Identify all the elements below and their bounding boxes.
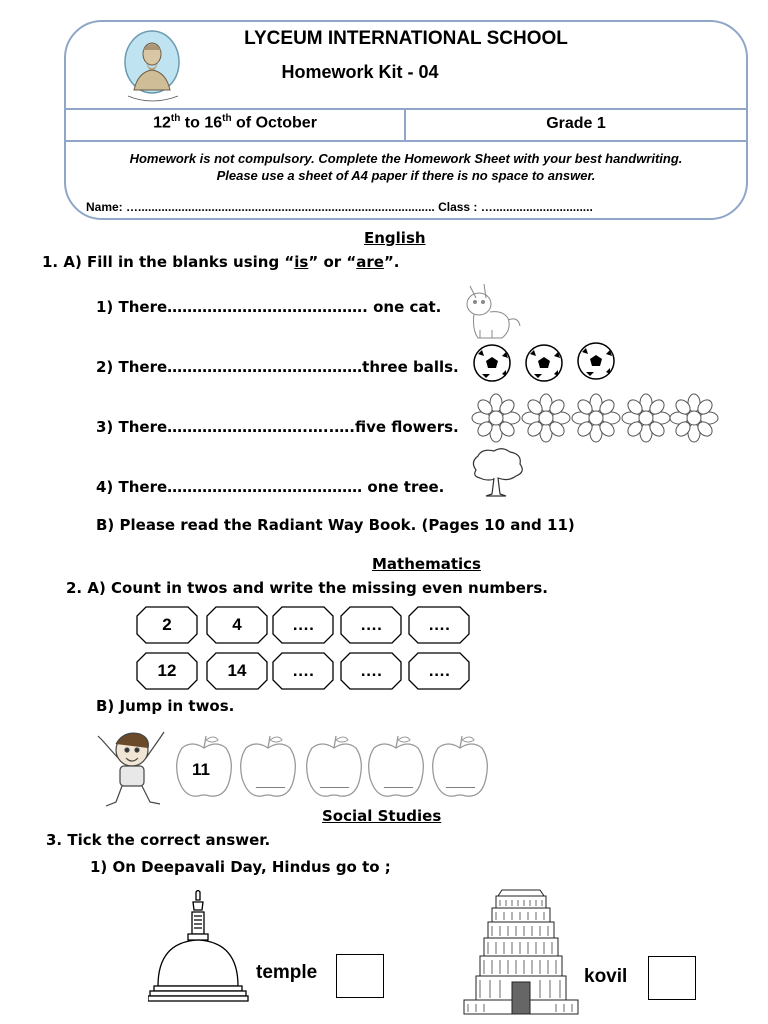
name-class-field[interactable]: Name: …......................................................................................... Class : …..............................	[86, 200, 593, 214]
apple-blank[interactable]: ____	[384, 774, 413, 789]
apple-blank[interactable]: ____	[320, 774, 349, 789]
blank-number-box[interactable]: ….	[408, 652, 470, 690]
blank-number-box[interactable]: ….	[340, 652, 402, 690]
math-part-b: B) Jump in twos.	[96, 697, 235, 715]
number-box: 4	[206, 606, 268, 644]
tree-icon	[468, 448, 526, 498]
stupa-icon	[148, 890, 250, 1002]
kovil-tick-box[interactable]	[648, 956, 696, 1000]
option-kovil-label: kovil	[584, 966, 628, 987]
apple-icon	[430, 734, 490, 802]
kovil-icon	[460, 888, 582, 1016]
number-box: 14	[206, 652, 268, 690]
fill-blank-item[interactable]: 2) There…………………………………three balls.	[96, 358, 459, 376]
apple-icon	[304, 734, 364, 802]
blank-number-box[interactable]: ….	[272, 606, 334, 644]
school-name: LYCEUM INTERNATIONAL SCHOOL	[244, 28, 568, 49]
question-1a: 1. A) Fill in the blanks using “is” or “are”.	[42, 253, 400, 271]
social-studies-heading: Social Studies	[322, 807, 442, 825]
header-divider	[64, 108, 748, 110]
english-part-b: B) Please read the Radiant Way Book. (Pages 10 and 11)	[96, 516, 575, 534]
mathematics-heading: Mathematics	[372, 555, 481, 573]
cat-icon	[462, 280, 524, 344]
question-3: 3. Tick the correct answer.	[46, 831, 271, 849]
blank-number-box[interactable]: ….	[272, 652, 334, 690]
header-divider	[64, 140, 748, 142]
question-2a: 2. A) Count in twos and write the missing even numbers.	[66, 579, 548, 597]
jumping-boy-icon	[94, 722, 170, 812]
number-box: 12	[136, 652, 198, 690]
homework-kit-title: Homework Kit - 04	[281, 62, 439, 82]
fill-blank-item[interactable]: 4) There………………………………… one tree.	[96, 478, 445, 496]
apple-number: 11	[192, 760, 210, 779]
apple-icon	[366, 734, 426, 802]
flowers-icon	[470, 390, 722, 446]
english-heading: English	[364, 229, 426, 247]
apple-icon	[238, 734, 298, 802]
grade-label: Grade 1	[546, 115, 606, 132]
fill-blank-item[interactable]: 1) There…………………………………. one cat.	[96, 298, 442, 316]
apple-blank[interactable]: ____	[256, 774, 285, 789]
option-temple-label: temple	[256, 962, 318, 983]
homework-notice: Homework is not compulsory. Complete the Homework Sheet with your best handwriting. Please use a sheet of A4 paper if there is no space to answer.	[129, 151, 683, 183]
apple-blank[interactable]: ____	[446, 774, 475, 789]
question-3-1: 1) On Deepavali Day, Hindus go to ;	[90, 858, 391, 876]
balls-icon	[472, 342, 622, 384]
date-range: 12th to 16th of October	[153, 113, 317, 132]
blank-number-box[interactable]: ….	[340, 606, 402, 644]
number-box: 2	[136, 606, 198, 644]
temple-tick-box[interactable]	[336, 954, 384, 998]
blank-number-box[interactable]: ….	[408, 606, 470, 644]
fill-blank-item[interactable]: 3) There……………………….…..….five flowers.	[96, 418, 459, 436]
